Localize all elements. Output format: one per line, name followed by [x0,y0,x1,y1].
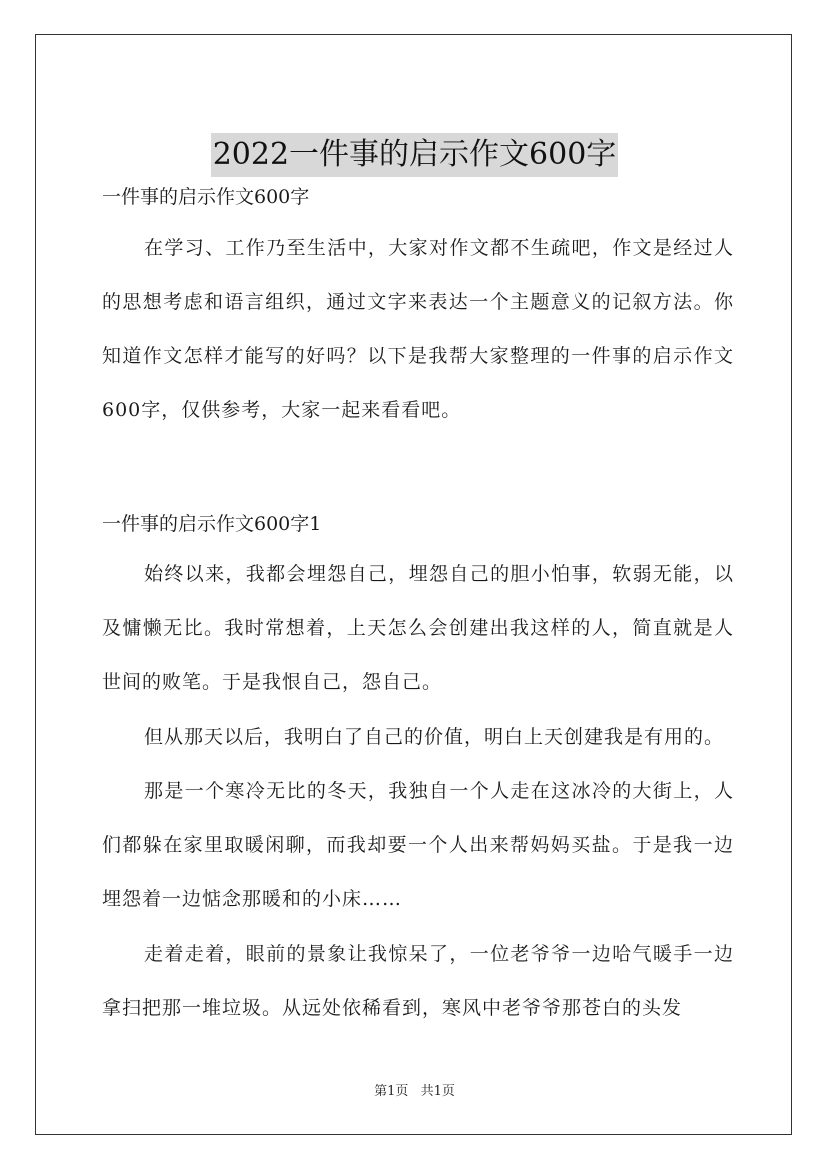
document-title: 2022一件事的启示作文600字 [211,133,619,177]
section-heading: 一件事的启示作文600字1 [102,513,322,535]
title-wrapper [36,133,793,177]
page-total: 共1页 [420,1084,455,1099]
body-paragraph: 那是一个寒冷无比的冬天，我独自一个人走在这冰冷的大街上，人们都躲在家里取暖闲聊，而我却要一个人出来帮妈妈买盐。于是我一边埋怨着一边惦念那暖和的小床…… [102,780,734,910]
body-paragraph: 但从那天以后，我明白了自己的价值，明白上天创建我是有用的。 [144,726,725,748]
page-footer [36,1080,793,1099]
intro-paragraph: 在学习、工作乃至生活中，大家对作文都不生疏吧，作文是经过人的思想考虑和语言组织，通过文字来表达一个主题意义的记叙方法。你知道作文怎样才能写的好吗？以下是我帮大家整理的一件事的启示作文600字，仅供参考，大家一起来看看吧。 [102,237,734,421]
body-paragraph: 走着走着，眼前的景象让我惊呆了，一位老爷爷一边哈气暖手一边拿扫把那一堆垃圾。从远处依稀看到，寒风中老爷爷那苍白的头发 [102,943,734,1019]
body-paragraph: 始终以来，我都会埋怨自己，埋怨自己的胆小怕事，软弱无能，以及慵懒无比。我时常想着，上天怎么会创建出我这样的人，简直就是人世间的败笔。于是我恨自己，怨自己。 [102,563,734,693]
document-page [35,34,792,1135]
intro-heading: 一件事的启示作文600字 [102,186,310,208]
page-number: 第1页 [374,1084,409,1099]
